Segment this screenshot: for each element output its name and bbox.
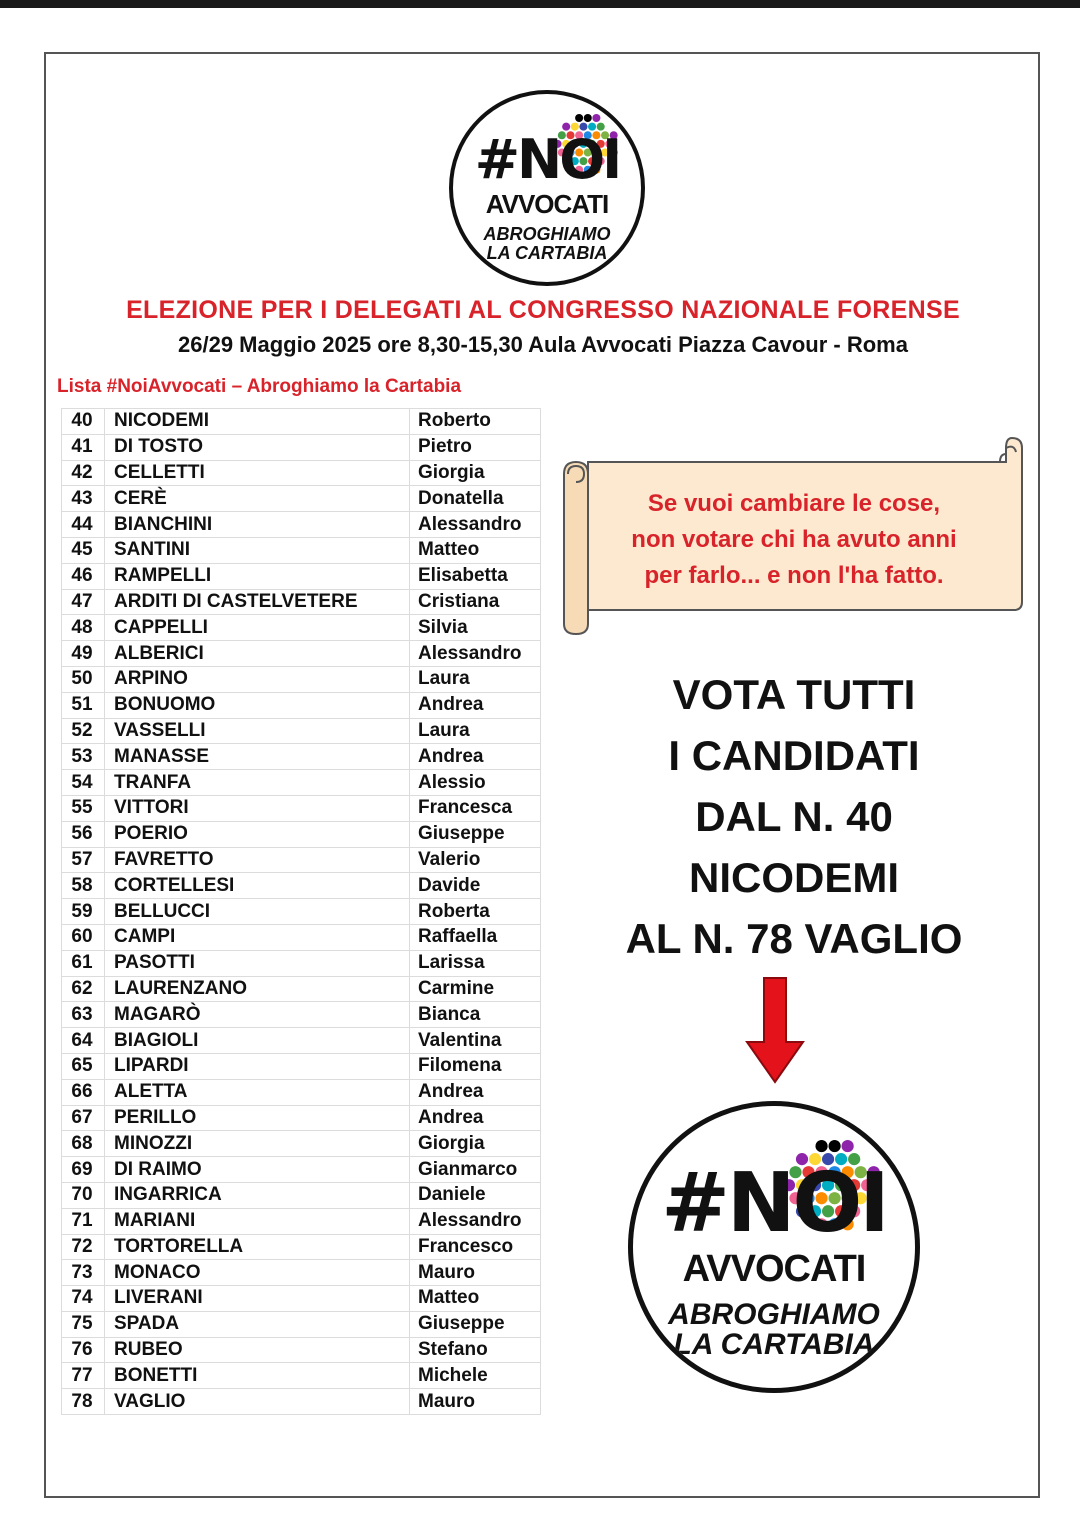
table-row — [62, 847, 541, 873]
candidate-name: Matteo — [410, 1286, 541, 1312]
candidate-name: Valerio — [410, 847, 541, 873]
candidate-name: Andrea — [410, 692, 541, 718]
table-row — [62, 1079, 541, 1105]
table-row — [62, 821, 541, 847]
table-row — [62, 1389, 541, 1415]
candidate-number: 71 — [62, 1208, 105, 1234]
candidate-surname: MAGARÒ — [105, 1002, 410, 1028]
candidate-surname: MARIANI — [105, 1208, 410, 1234]
scroll-line: non votare chi ha avuto anni — [631, 526, 957, 553]
logo-avvocati: AVVOCATI — [682, 1248, 866, 1290]
candidate-surname: BIAGIOLI — [105, 1028, 410, 1054]
table-row — [62, 976, 541, 1002]
candidate-number: 70 — [62, 1182, 105, 1208]
table-row — [62, 692, 541, 718]
mosaic-dot — [592, 114, 600, 122]
table-row — [62, 795, 541, 821]
candidate-number: 50 — [62, 666, 105, 692]
candidate-number: 73 — [62, 1260, 105, 1286]
candidate-surname: RAMPELLI — [105, 563, 410, 589]
candidate-surname: CERÈ — [105, 486, 410, 512]
list-label: Lista #NoiAvvocati – Abroghiamo la Cartabia — [57, 376, 462, 397]
candidate-surname: CORTELLESI — [105, 873, 410, 899]
table-row — [62, 409, 541, 435]
scroll-message — [592, 486, 996, 594]
table-row — [62, 537, 541, 563]
candidate-name: Silvia — [410, 615, 541, 641]
candidate-name: Raffaella — [410, 924, 541, 950]
candidate-number: 54 — [62, 770, 105, 796]
table-row — [62, 563, 541, 589]
candidate-name: Valentina — [410, 1028, 541, 1054]
mosaic-dot — [584, 114, 592, 122]
table-row — [62, 924, 541, 950]
table-row — [62, 460, 541, 486]
candidate-number: 59 — [62, 899, 105, 925]
candidate-name: Francesco — [410, 1234, 541, 1260]
candidate-number: 52 — [62, 718, 105, 744]
page-title: ELEZIONE PER I DELEGATI AL CONGRESSO NAZIONALE FORENSE — [126, 296, 960, 324]
candidate-name: Carmine — [410, 976, 541, 1002]
candidate-surname: CELLETTI — [105, 460, 410, 486]
vote-instruction — [580, 664, 1008, 969]
table-row — [62, 512, 541, 538]
vote-line: I CANDIDATI — [668, 732, 920, 779]
candidate-number: 67 — [62, 1105, 105, 1131]
candidate-number: 72 — [62, 1234, 105, 1260]
candidate-number: 77 — [62, 1363, 105, 1389]
candidate-surname: PASOTTI — [105, 950, 410, 976]
candidate-number: 58 — [62, 873, 105, 899]
candidate-number: 75 — [62, 1311, 105, 1337]
candidate-surname: INGARRICA — [105, 1182, 410, 1208]
candidate-surname: BONUOMO — [105, 692, 410, 718]
candidate-number: 64 — [62, 1028, 105, 1054]
logo-la-cartabia: LA CARTABIA — [673, 1328, 875, 1361]
candidate-name: Alessandro — [410, 512, 541, 538]
candidate-name: Alessandro — [410, 1208, 541, 1234]
table-row — [62, 718, 541, 744]
candidate-surname: MINOZZI — [105, 1131, 410, 1157]
candidate-name: Mauro — [410, 1260, 541, 1286]
table-row — [62, 1105, 541, 1131]
candidate-surname: TRANFA — [105, 770, 410, 796]
scroll-banner — [560, 434, 1026, 640]
candidate-number: 43 — [62, 486, 105, 512]
logo-hashtag-noi: #NOI — [661, 1156, 887, 1251]
table-row — [62, 873, 541, 899]
top-bar — [0, 0, 1080, 8]
candidate-name: Giorgia — [410, 460, 541, 486]
candidate-name: Cristiana — [410, 589, 541, 615]
candidate-surname: MANASSE — [105, 744, 410, 770]
candidate-surname: SANTINI — [105, 537, 410, 563]
table-row — [62, 1260, 541, 1286]
candidate-surname: BONETTI — [105, 1363, 410, 1389]
candidate-name: Laura — [410, 666, 541, 692]
candidate-number: 44 — [62, 512, 105, 538]
candidate-surname: LIVERANI — [105, 1286, 410, 1312]
candidate-surname: LIPARDI — [105, 1053, 410, 1079]
table-row — [62, 1234, 541, 1260]
scroll-line: per farlo... e non l'ha fatto. — [644, 562, 944, 589]
candidate-surname: ARDITI DI CASTELVETERE — [105, 589, 410, 615]
candidate-number: 41 — [62, 434, 105, 460]
table-row — [62, 666, 541, 692]
vote-line: VOTA TUTTI — [672, 671, 916, 718]
candidates-table — [61, 408, 541, 1415]
candidate-surname: ARPINO — [105, 666, 410, 692]
candidate-name: Andrea — [410, 1105, 541, 1131]
candidate-number: 62 — [62, 976, 105, 1002]
candidate-name: Pietro — [410, 434, 541, 460]
table-row — [62, 434, 541, 460]
candidate-name: Roberta — [410, 899, 541, 925]
candidate-surname: SPADA — [105, 1311, 410, 1337]
candidate-surname: DI RAIMO — [105, 1157, 410, 1183]
candidate-number: 51 — [62, 692, 105, 718]
candidate-number: 49 — [62, 641, 105, 667]
table-row — [62, 1028, 541, 1054]
candidate-surname: VASSELLI — [105, 718, 410, 744]
candidate-number: 57 — [62, 847, 105, 873]
mosaic-dot — [815, 1140, 827, 1152]
candidate-name: Davide — [410, 873, 541, 899]
candidate-number: 56 — [62, 821, 105, 847]
candidate-number: 60 — [62, 924, 105, 950]
candidate-name: Giuseppe — [410, 821, 541, 847]
candidate-surname: MONACO — [105, 1260, 410, 1286]
candidate-number: 65 — [62, 1053, 105, 1079]
candidate-number: 48 — [62, 615, 105, 641]
table-row — [62, 641, 541, 667]
candidate-number: 68 — [62, 1131, 105, 1157]
candidate-surname: PERILLO — [105, 1105, 410, 1131]
table-row — [62, 1157, 541, 1183]
candidate-surname: BELLUCCI — [105, 899, 410, 925]
table-row — [62, 1311, 541, 1337]
candidate-surname: VAGLIO — [105, 1389, 410, 1415]
table-row — [62, 1337, 541, 1363]
table-row — [62, 744, 541, 770]
candidate-surname: TORTORELLA — [105, 1234, 410, 1260]
mosaic-dot — [842, 1140, 854, 1152]
table-row — [62, 950, 541, 976]
candidate-number: 74 — [62, 1286, 105, 1312]
candidate-surname: RUBEO — [105, 1337, 410, 1363]
candidate-surname: BIANCHINI — [105, 512, 410, 538]
candidate-name: Andrea — [410, 1079, 541, 1105]
candidate-name: Laura — [410, 718, 541, 744]
candidate-surname: FAVRETTO — [105, 847, 410, 873]
candidate-number: 40 — [62, 409, 105, 435]
vote-line: DAL N. 40 — [695, 793, 893, 840]
noi-avvocati-logo-small — [449, 90, 645, 286]
candidate-name: Matteo — [410, 537, 541, 563]
candidate-surname: NICODEMI — [105, 409, 410, 435]
logo-avvocati: AVVOCATI — [485, 189, 609, 219]
vote-line: AL N. 78 VAGLIO — [625, 915, 963, 962]
candidate-name: Larissa — [410, 950, 541, 976]
mosaic-dot — [829, 1140, 841, 1152]
logo-la-cartabia: LA CARTABIA — [486, 243, 608, 263]
candidate-name: Alessandro — [410, 641, 541, 667]
table-row — [62, 1131, 541, 1157]
candidate-surname: ALETTA — [105, 1079, 410, 1105]
candidate-surname: VITTORI — [105, 795, 410, 821]
candidate-name: Gianmarco — [410, 1157, 541, 1183]
candidate-name: Daniele — [410, 1182, 541, 1208]
candidate-surname: CAPPELLI — [105, 615, 410, 641]
candidate-number: 63 — [62, 1002, 105, 1028]
candidate-name: Elisabetta — [410, 563, 541, 589]
table-row — [62, 1182, 541, 1208]
table-row — [62, 1208, 541, 1234]
arrow-down-icon — [745, 976, 805, 1084]
logo-hashtag-noi: #NOI — [474, 128, 620, 191]
candidate-name: Mauro — [410, 1389, 541, 1415]
candidate-name: Francesca — [410, 795, 541, 821]
candidate-surname: POERIO — [105, 821, 410, 847]
candidate-number: 55 — [62, 795, 105, 821]
candidate-number: 61 — [62, 950, 105, 976]
table-row — [62, 589, 541, 615]
candidate-number: 46 — [62, 563, 105, 589]
candidate-number: 53 — [62, 744, 105, 770]
candidate-name: Andrea — [410, 744, 541, 770]
noi-avvocati-logo-large — [628, 1101, 920, 1393]
table-row — [62, 1002, 541, 1028]
candidate-number: 45 — [62, 537, 105, 563]
candidate-name: Bianca — [410, 1002, 541, 1028]
table-row — [62, 1053, 541, 1079]
candidate-surname: LAURENZANO — [105, 976, 410, 1002]
candidate-number: 76 — [62, 1337, 105, 1363]
candidate-name: Roberto — [410, 409, 541, 435]
candidate-number: 47 — [62, 589, 105, 615]
candidate-number: 66 — [62, 1079, 105, 1105]
candidate-name: Donatella — [410, 486, 541, 512]
table-row — [62, 770, 541, 796]
candidate-name: Michele — [410, 1363, 541, 1389]
candidate-name: Filomena — [410, 1053, 541, 1079]
logo-abroghiamo: ABROGHIAMO — [668, 1298, 880, 1331]
candidate-name: Giuseppe — [410, 1311, 541, 1337]
candidate-number: 78 — [62, 1389, 105, 1415]
candidate-surname: DI TOSTO — [105, 434, 410, 460]
logo-abroghiamo: ABROGHIAMO — [483, 224, 611, 244]
candidate-name: Alessio — [410, 770, 541, 796]
candidate-name: Stefano — [410, 1337, 541, 1363]
event-details: 26/29 Maggio 2025 ore 8,30-15,30 Aula Avvocati Piazza Cavour - Roma — [178, 332, 908, 357]
scroll-line: Se vuoi cambiare le cose, — [647, 490, 941, 517]
candidate-number: 69 — [62, 1157, 105, 1183]
table-row — [62, 1286, 541, 1312]
table-row — [62, 486, 541, 512]
candidate-number: 42 — [62, 460, 105, 486]
candidate-surname: ALBERICI — [105, 641, 410, 667]
table-row — [62, 615, 541, 641]
table-row — [62, 899, 541, 925]
candidate-surname: CAMPI — [105, 924, 410, 950]
candidate-name: Giorgia — [410, 1131, 541, 1157]
mosaic-dot — [575, 114, 583, 122]
table-row — [62, 1363, 541, 1389]
vote-line: NICODEMI — [689, 854, 899, 901]
